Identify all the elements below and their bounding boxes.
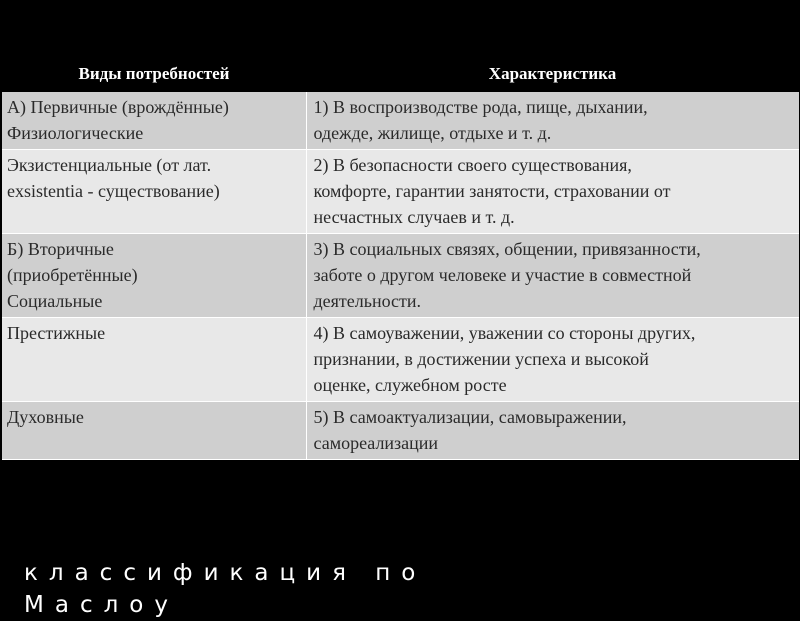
need-description-text: 1) В воспроизводстве рода, пище, дыхании, одежде, жилище, отдыхе и т. д. — [313, 97, 648, 143]
table-row — [2, 402, 799, 460]
needs-classification-table — [2, 56, 799, 460]
need-description-text: 2) В безопасности своего существования, комфорте, гарантии занятости, страховании от несчастных случаев и т. д. — [313, 155, 671, 227]
need-description-text: 4) В самоуважении, уважении со стороны других, признании, в достижении успеха и высокой оценке, служебном росте — [313, 323, 696, 395]
need-type-cell — [2, 318, 306, 402]
need-type-text: Б) Вторичные (приобретённые) Социальные — [7, 239, 138, 311]
header-characteristic: Характеристика — [306, 56, 799, 92]
need-type-cell — [2, 92, 306, 150]
need-description-text: 5) В самоактуализации, самовыражении, самореализации — [313, 407, 627, 453]
need-description-text: 3) В социальных связях, общении, привязанности, заботе о другом человеке и участие в совместной деятельности. — [313, 239, 701, 311]
need-type-cell — [2, 402, 306, 460]
slide-title-line-1: классификация по — [24, 560, 427, 586]
need-description-cell — [306, 402, 799, 460]
need-type-text: А) Первичные (врождённые) Физиологические — [7, 97, 229, 143]
need-description-cell — [306, 150, 799, 234]
need-description-cell — [306, 234, 799, 318]
table-header-row — [2, 56, 799, 92]
need-type-text: Экзистенциальные (от лат. exsistentia - существование) — [7, 155, 220, 201]
need-type-text: Духовные — [7, 407, 84, 427]
need-type-cell — [2, 150, 306, 234]
need-type-text: Престижные — [7, 323, 106, 343]
header-needs-types: Виды потребностей — [2, 56, 306, 92]
need-description-cell — [306, 92, 799, 150]
need-description-cell — [306, 318, 799, 402]
slide-title — [24, 557, 426, 621]
table-row — [2, 150, 799, 234]
table-row — [2, 318, 799, 402]
need-type-cell — [2, 234, 306, 318]
table-row — [2, 92, 799, 150]
table-row — [2, 234, 799, 318]
slide-title-line-2: Маслоу — [24, 592, 179, 618]
